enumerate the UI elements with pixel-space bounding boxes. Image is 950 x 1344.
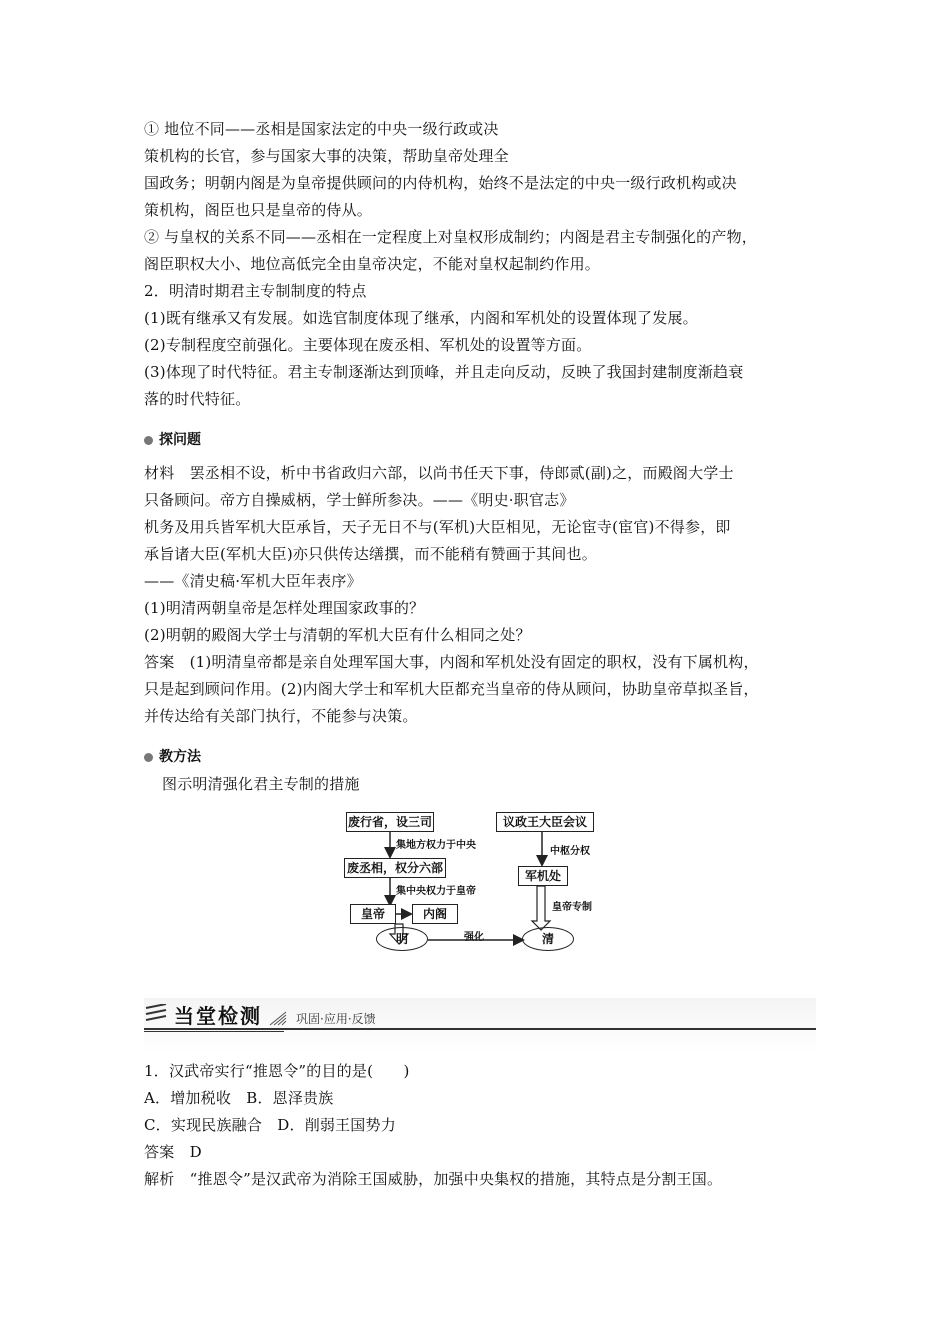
question-options: C．实现民族融合 D．削弱王国势力 (144, 1116, 396, 1134)
arrow-label-central: 集中央权力于皇帝 (396, 886, 476, 897)
text-line: 材料 罢丞相不设，析中书省政归六部，以尚书任天下事，侍郎贰(副)之，而殿阁大学士 (144, 464, 734, 482)
ming-qing-diagram (340, 806, 640, 954)
text-line: 机务及用兵皆军机大臣承旨，天子无日不与(军机)大臣相见，无论宦寺(宦官)不得参，即 (144, 518, 731, 536)
banner-subtitle: 巩固·应用·反馈 (296, 1012, 376, 1026)
triangle-stripes-icon (268, 1010, 288, 1026)
text-line: 国政务；明朝内阁是为皇帝提供顾问的内侍机构，始终不是法定的中央一级行政机构或决 (144, 174, 737, 192)
analysis-line: 解析 “推恩令”是汉武帝为消除王国威胁，加强中央集权的措施，其特点是分割王国。 (144, 1170, 723, 1188)
answer-line: 只是起到顾问作用。(2)内阁大学士和军机大臣都充当皇帝的侍从顾问，协助皇帝草拟圣旨， (144, 680, 759, 698)
text-line: ② 与皇权的关系不同——丞相在一定程度上对皇权形成制约；内阁是君主专制强化的产物， (144, 228, 757, 246)
text-line: 策机构，阁臣也只是皇帝的侍从。 (144, 201, 373, 219)
quiz-section (144, 1058, 824, 1193)
answer-line: 并传达给有关部门执行，不能参与决策。 (144, 707, 418, 725)
question-options: A．增加税收 B．恩泽贵族 (144, 1089, 334, 1107)
stripes-icon (144, 1004, 168, 1024)
text-line: (2)专制程度空前强化。主要体现在废丞相、军机处的设置等方面。 (144, 336, 592, 354)
section-title: 教方法 (159, 749, 201, 765)
bullet-dot-icon (144, 753, 153, 762)
text-line: 阁臣职权大小、地位高低完全由皇帝决定，不能对皇权起制约作用。 (144, 255, 601, 273)
arrow-label-divide: 中枢分权 (550, 846, 590, 857)
box-abolish-chancellor: 废丞相，权分六部 (344, 858, 446, 878)
bullet-dot-icon (144, 436, 153, 445)
box-grand-council: 军机处 (518, 866, 568, 886)
text-line: 落的时代特征。 (144, 390, 251, 408)
question-line: (2)明朝的殿阁大学士与清朝的军机大臣有什么相同之处？ (144, 626, 531, 644)
arrow-label-local: 集地方权力于中央 (396, 840, 476, 851)
banner-rule-thin (144, 1031, 284, 1032)
text-line: 只备顾问。帝方自操威柄，学士鲜所参决。——《明史·职官志》 (144, 491, 575, 509)
text-line: 承旨诸大臣(军机大臣)亦只供传达缮撰，而不能稍有赞画于其间也。 (144, 545, 597, 563)
oval-ming: 明 (376, 927, 428, 951)
box-deliberative-council: 议政王大臣会议 (496, 812, 594, 832)
answer-line: 答案 D (144, 1143, 202, 1161)
box-emperor: 皇帝 (350, 904, 396, 924)
text-line: ——《清史稿·军机大臣年表序》 (144, 572, 362, 590)
section-heading-explore (144, 427, 824, 454)
box-abolish-provinces: 废行省，设三司 (346, 812, 434, 832)
section-banner (144, 998, 816, 1032)
banner-title: 当堂检测 (174, 1004, 262, 1028)
box-grand-secretariat: 内阁 (412, 904, 458, 924)
arrow-label-autocracy: 皇帝专制 (552, 902, 592, 913)
heading-point-2: 2．明清时期君主专制制度的特点 (144, 282, 367, 300)
text-line: 策机构的长官，参与国家大事的决策，帮助皇帝处理全 (144, 147, 509, 165)
page-body (144, 116, 824, 954)
answer-line: 答案 (1)明清皇帝都是亲自处理军国大事，内阁和军机处没有固定的职权，没有下属机构， (144, 653, 759, 671)
text-line: ① 地位不同——丞相是国家法定的中央一级行政或决 (144, 120, 499, 138)
oval-qing: 清 (522, 927, 574, 951)
text-line: (3)体现了时代特征。君主专制逐渐达到顶峰，并且走向反动，反映了我国封建制度渐趋衰 (144, 363, 744, 381)
question-stem: 1．汉武帝实行“推恩令”的目的是( ) (144, 1062, 410, 1080)
section-title: 探问题 (159, 432, 201, 448)
section-heading-method (144, 744, 824, 771)
banner-rule (144, 1028, 816, 1030)
text-line: (1)既有继承又有发展。如选官制度体现了继承，内阁和军机处的设置体现了发展。 (144, 309, 698, 327)
arrow-label-strengthen: 强化 (464, 932, 484, 943)
question-line: (1)明清两朝皇帝是怎样处理国家政事的？ (144, 599, 425, 617)
diagram-caption: 图示明清强化君主专制的措施 (162, 775, 360, 793)
